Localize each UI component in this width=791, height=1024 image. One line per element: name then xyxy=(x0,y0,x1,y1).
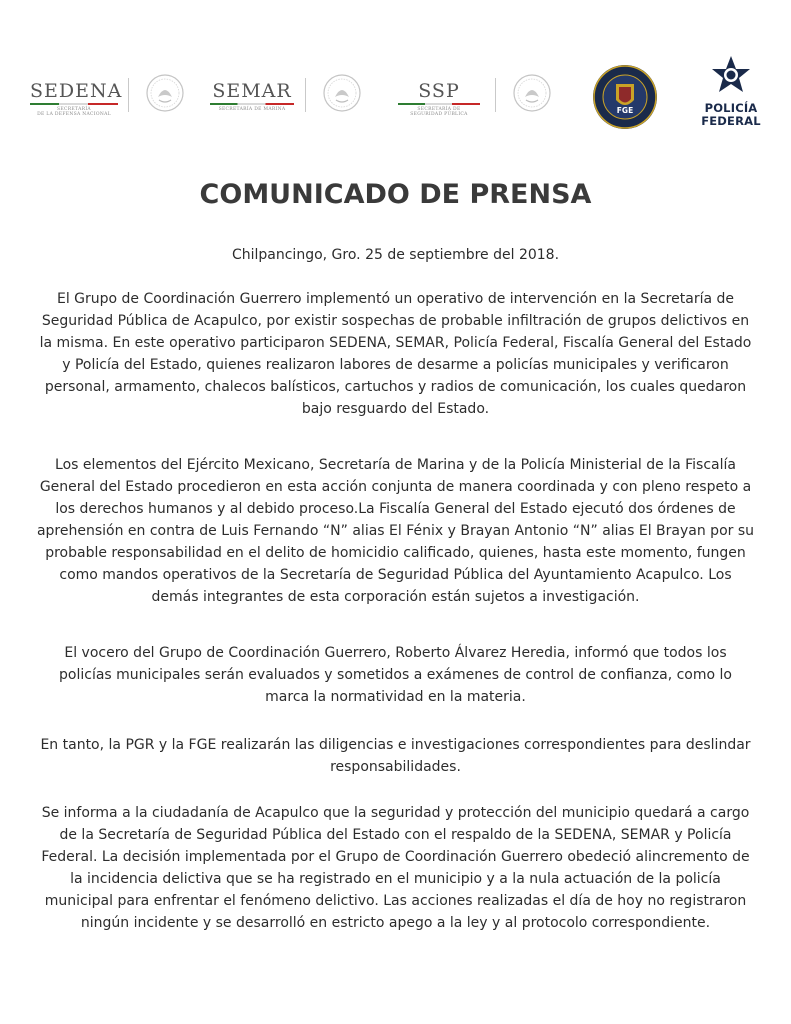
fge-badge-icon xyxy=(592,64,658,130)
paragraph-3: El vocero del Grupo de Coordinación Guerrero, Roberto Álvarez Heredia, informó que todos los policías municipales serán evaluados y sometidos a exámenes de control de confianza, como lo marca la normatividad en la materia. xyxy=(59,645,732,705)
ssp-rule xyxy=(398,103,480,105)
paragraph-1: El Grupo de Coordinación Guerrero implementó un operativo de intervención en la Secretaría de Seguridad Pública de Acapulco, por existir sospechas de probable infiltración de grupos delictivos en la misma. En este operativo participaron SEDENA, SEMAR, Policía Federal, Fiscalía General del Estado y Policía del Estado, quienes realizaron labores de desarme a policías municipales y verificaron personal, armamento, chalecos balísticos, cartuchos y radios de comunicación, los cuales quedaron bajo resguardo del Estado. xyxy=(39,291,752,417)
dateline: Chilpancingo, Gro. 25 de septiembre del 2018. xyxy=(231,247,560,263)
mexico-coat-of-arms-icon xyxy=(512,73,552,113)
semar-sub1: SECRETARÍA DE MARINA xyxy=(218,107,286,112)
sedena-name: SEDENA xyxy=(30,80,123,102)
divider xyxy=(128,78,129,112)
logo-header xyxy=(0,0,791,150)
semar-logo xyxy=(210,80,294,112)
sedena-rule xyxy=(30,103,118,105)
sedena-sub2: DE LA DEFENSA NACIONAL xyxy=(37,112,111,117)
semar-rule xyxy=(210,103,294,105)
police-star-icon xyxy=(709,54,753,98)
sedena-sub1: SECRETARÍA xyxy=(57,107,91,112)
paragraph-4: En tanto, la PGR y la FGE realizarán las diligencias e investigaciones correspondientes para deslindar responsabilidades. xyxy=(40,737,751,775)
federal-label: FEDERAL xyxy=(701,114,761,128)
ssp-sub2: SEGURIDAD PÚBLICA xyxy=(410,112,468,117)
divider xyxy=(305,78,306,112)
ssp-logo xyxy=(398,80,480,117)
ssp-name: SSP xyxy=(418,80,460,102)
divider xyxy=(495,78,496,112)
sedena-logo xyxy=(30,80,123,117)
semar-name: SEMAR xyxy=(212,80,292,102)
mexico-coat-of-arms-icon xyxy=(145,73,185,113)
page-title: COMUNICADO DE PRENSA xyxy=(199,179,592,210)
policia-label: POLICÍA xyxy=(704,101,758,115)
mexico-coat-of-arms-icon xyxy=(322,73,362,113)
paragraph-5: Se informa a la ciudadanía de Acapulco que la seguridad y protección del municipio quedará a cargo de la Secretaría de Seguridad Pública del Estado con el respaldo de la SEDENA, SEMAR y Policía Federal. La decisión implementada por el Grupo de Coordinación Guerrero obedeció alincremento de la incidencia delictiva que se ha registrado en el municipio y a la nula actuación de la policía municipal para enfrentar el fenómeno delictivo. Las acciones realizadas el día de hoy no registraron ningún incidente y se desarrolló en estricto apego a la ley y al protocolo correspondiente. xyxy=(41,805,750,931)
ssp-sub1: SECRETARÍA DE xyxy=(417,107,461,112)
policia-federal-logo xyxy=(700,54,762,128)
fge-label: FGE xyxy=(616,106,634,115)
paragraph-2: Los elementos del Ejército Mexicano, Secretaría de Marina y de la Policía Ministerial de la Fiscalía General del Estado procedieron en esta acción conjunta de manera coordinada y con pleno respeto a los derechos humanos y al debido proceso.La Fiscalía General del Estado ejecutó dos órdenes de aprehensión en contra de Luis Fernando “N” alias El Fénix y Brayan Antonio “N” alias El Brayan por su probable responsabilidad en el delito de homicidio calificado, quienes, hasta este momento, fungen como mandos operativos de la Secretaría de Seguridad Pública del Ayuntamiento Acapulco. Los demás integrantes de esta corporación están sujetos a investigación. xyxy=(36,457,755,605)
